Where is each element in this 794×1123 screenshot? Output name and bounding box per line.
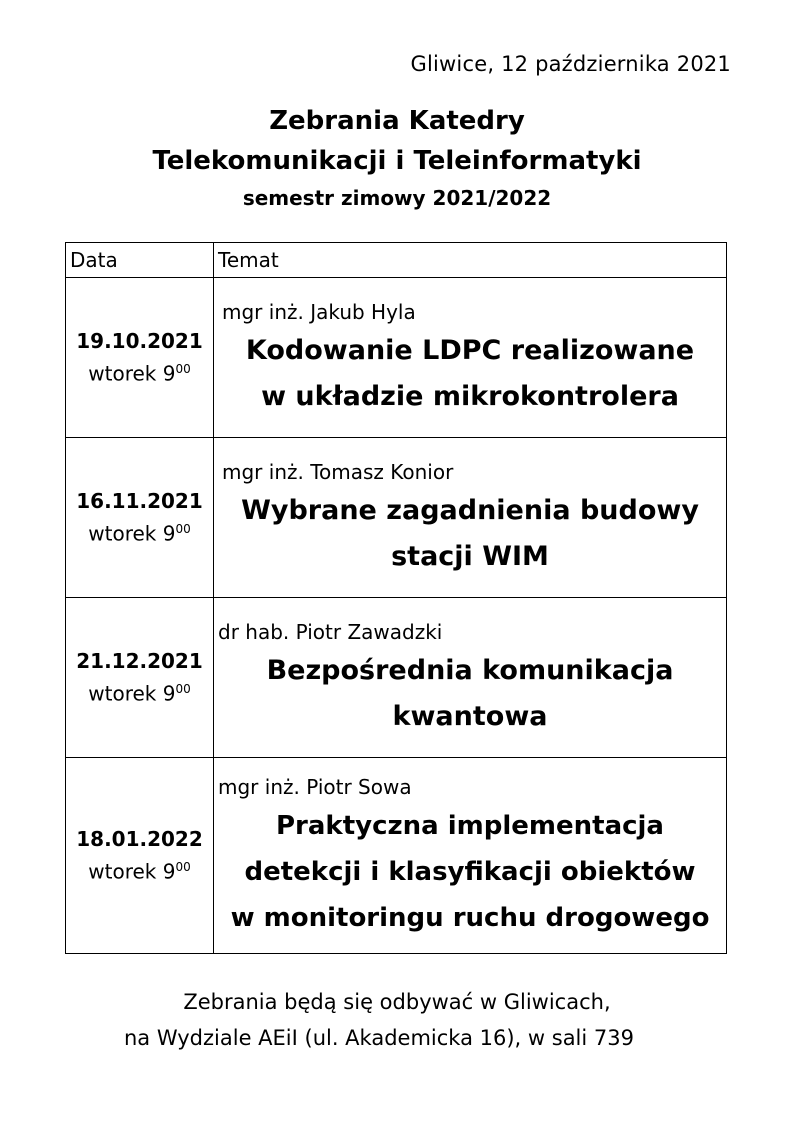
table-header-row (66, 243, 727, 278)
meeting-time: wtorek $9^{00}$ (88, 681, 191, 706)
meeting-date: 19.10.2021 (76, 329, 203, 354)
department-name: Telekomunikacji i Teleinformatyki (152, 146, 642, 176)
speaker-name: mgr inż. Tomasz Konior (222, 459, 454, 484)
talk-title: Kodowanie LDPC realizowane w układzie mikrokontrolera (245, 334, 695, 412)
meeting-time: wtorek $9^{00}$ (88, 361, 191, 386)
table-row (66, 758, 727, 954)
table-row (66, 598, 727, 758)
date-cell (66, 438, 214, 598)
column-header-topic: Temat (214, 243, 727, 278)
date-cell (66, 758, 214, 954)
date-cell (66, 598, 214, 758)
footer-location-line2: na Wydziale AEiI (ul. Akademicka 16), w sali 739 (124, 1026, 634, 1050)
speaker-name: mgr inż. Piotr Sowa (218, 774, 412, 799)
meeting-time: wtorek $9^{00}$ (88, 521, 191, 546)
talk-title: Wybrane zagadnienia budowy stacji WIM (241, 494, 699, 572)
semester-label: semestr zimowy 2021/2022 (242, 186, 552, 210)
talk-title: Bezpośrednia komunikacja kwantowa (266, 654, 674, 732)
place-date: Gliwice, 12 października 2021 (410, 52, 731, 76)
speaker-name: dr hab. Piotr Zawadzki (218, 619, 443, 644)
table-row (66, 278, 727, 438)
speaker-name: mgr inż. Jakub Hyla (222, 299, 416, 324)
column-header-date: Data (66, 243, 214, 278)
talk-title: Praktyczna implementacja detekcji i klasyfikacji obiektów w monitoringu ruchu drogowego (230, 810, 710, 933)
topic-cell (214, 598, 727, 758)
meeting-date: 21.12.2021 (76, 649, 203, 674)
table-row (66, 438, 727, 598)
page-title: Zebrania Katedry (269, 106, 525, 136)
schedule-table (65, 242, 727, 954)
meeting-date: 18.01.2022 (76, 827, 203, 852)
topic-cell (214, 758, 727, 954)
topic-cell (214, 438, 727, 598)
meeting-date: 16.11.2021 (76, 489, 203, 514)
topic-cell (214, 278, 727, 438)
date-cell (66, 278, 214, 438)
footer-location-line1: Zebrania będą się odbywać w Gliwicach, (183, 990, 611, 1014)
meeting-time: wtorek $9^{00}$ (88, 859, 191, 884)
